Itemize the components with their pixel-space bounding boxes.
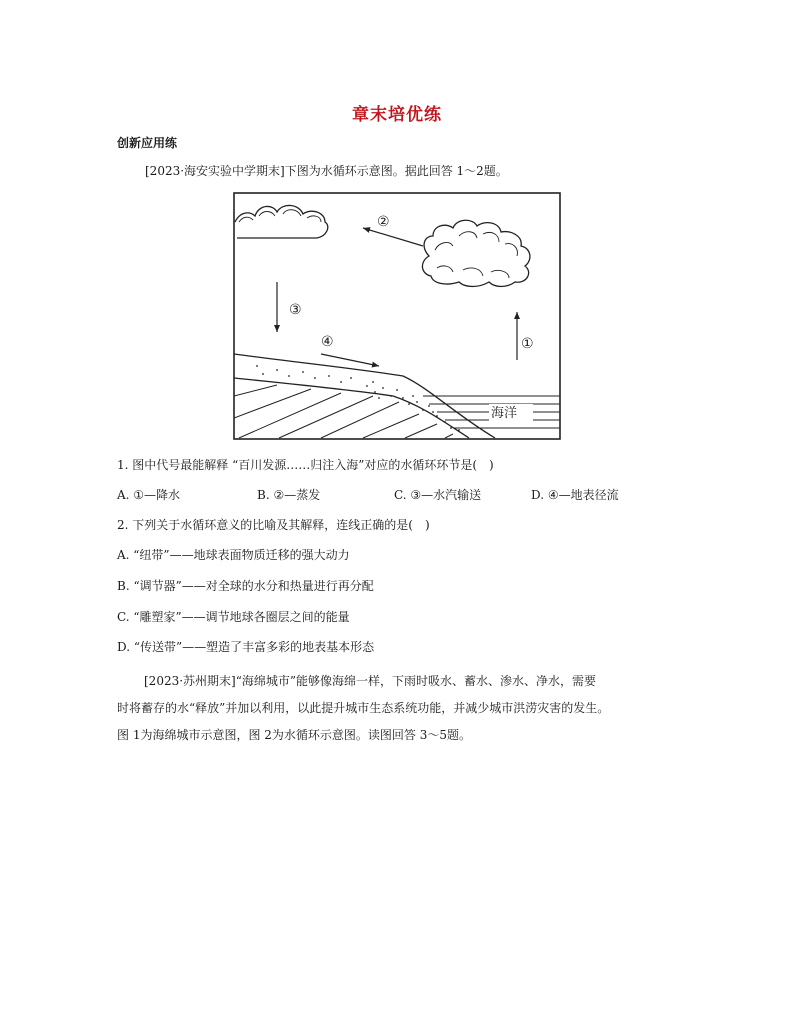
question-1-stem: 1. 图中代号最能解释 “百川发源……归注入海”对应的水循环环节是( ) (117, 458, 494, 472)
label-1: ① (521, 336, 534, 352)
q2-option-c: C. “雕塑家”——调节地球各圈层之间的能量 (117, 610, 350, 624)
ocean-label: 海洋 (491, 406, 518, 421)
intro-paragraph-2 (117, 668, 687, 749)
question-2-stem: 2. 下列关于水循环意义的比喻及其解释，连线正确的是( ) (117, 518, 430, 532)
label-3: ③ (289, 302, 302, 318)
q2-option-a: A. “纽带”——地球表面物质迁移的强大动力 (117, 548, 350, 562)
q2-option-b: B. “调节器”——对全球的水分和热量进行再分配 (117, 579, 374, 593)
question-1-options (117, 486, 677, 504)
q1-option-d: D. ④—地表径流 (531, 488, 619, 502)
water-cycle-diagram (233, 192, 561, 440)
label-2: ② (377, 214, 390, 230)
intro-2-line-3: 图 1为海绵城市示意图，图 2为水循环示意图。读图回答 3～5题。 (117, 728, 471, 742)
intro-2-line-1: [2023·苏州期末]“海绵城市”能够像海绵一样，下雨时吸水、蓄水、渗水、净水，需要 (144, 674, 596, 688)
intro-paragraph-1: [2023·海安实验中学期末]下图为水循环示意图。据此回答 1～2题。 (145, 164, 508, 178)
label-4: ④ (321, 334, 334, 350)
intro-2-line-2: 时将蓄存的水“释放”并加以利用，以此提升城市生态系统功能，并减少城市洪涝灾害的发生。 (117, 701, 610, 715)
section-heading: 创新应用练 (117, 136, 178, 150)
q1-option-b: B. ②—蒸发 (257, 488, 321, 502)
q2-option-d: D. “传送带”——塑造了丰富多彩的地表基本形态 (117, 640, 375, 654)
q1-option-c: C. ③—水汽输送 (394, 488, 482, 502)
q1-option-a: A. ①—降水 (117, 488, 181, 502)
page-title: 章末培优练 (352, 105, 442, 125)
